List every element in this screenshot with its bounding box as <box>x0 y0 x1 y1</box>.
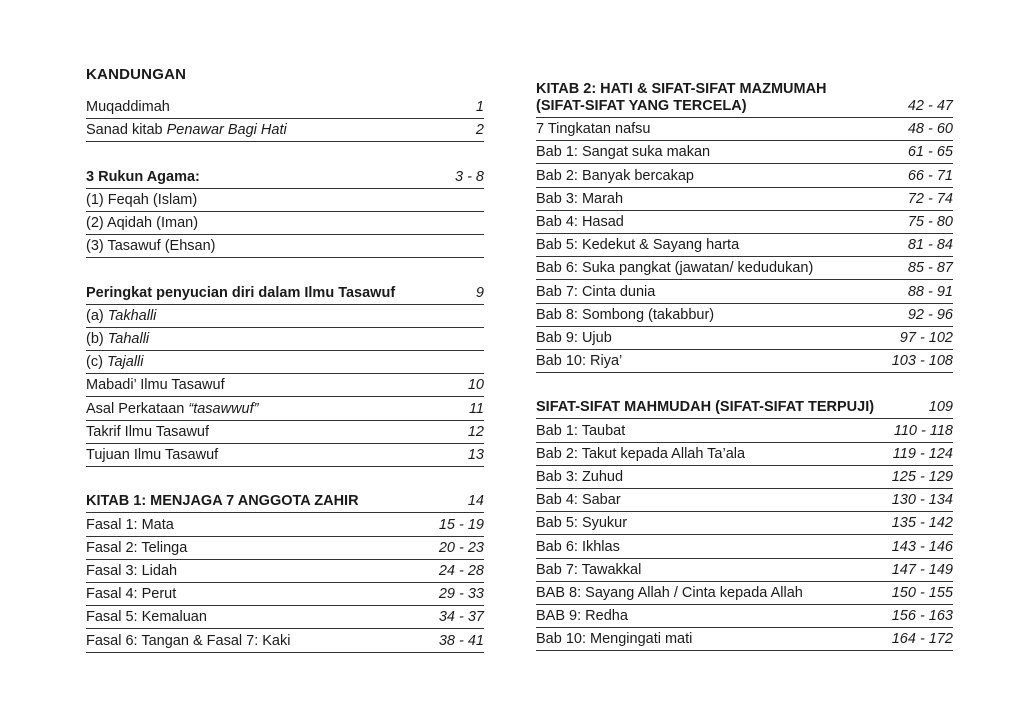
toc-page-number: 97 - 102 <box>899 329 953 346</box>
toc-page-number: 38 - 41 <box>438 632 484 649</box>
toc-entry[interactable] <box>536 419 953 442</box>
toc-entry-label: Bab 5: Syukur <box>536 515 628 532</box>
toc-entry[interactable] <box>86 328 484 351</box>
toc-entry-prefix: (c) <box>86 354 107 371</box>
toc-entry-prefix: Sanad kitab <box>86 122 167 139</box>
toc-entry-label: SIFAT-SIFAT MAHMUDAH (SIFAT-SIFAT TERPUJI) <box>536 399 875 416</box>
toc-entry[interactable] <box>536 466 953 489</box>
toc-entry[interactable] <box>536 559 953 582</box>
toc-entry-label: BAB 9: Redha <box>536 608 628 625</box>
toc-entry-label: Bab 1: Taubat <box>536 422 626 439</box>
toc-page-number: 3 - 8 <box>454 168 484 185</box>
toc-entry[interactable] <box>86 235 484 258</box>
toc-entry[interactable] <box>86 629 484 652</box>
toc-section-heading[interactable] <box>86 166 484 189</box>
toc-entry-label: Bab 9: Ujub <box>536 329 612 346</box>
page-title: KANDUNGAN <box>86 66 187 83</box>
toc-page-number: 130 - 134 <box>891 492 953 509</box>
toc-page-number: 11 <box>468 400 484 417</box>
toc-entry[interactable] <box>536 188 953 211</box>
toc-entry-label: Bab 3: Marah <box>536 190 624 207</box>
toc-entry[interactable] <box>86 583 484 606</box>
toc-entry-label: Fasal 5: Kemaluan <box>86 609 207 626</box>
toc-entry[interactable] <box>536 304 953 327</box>
toc-entry-label: Bab 2: Banyak bercakap <box>536 167 694 184</box>
toc-entry-label <box>536 81 827 115</box>
toc-entry[interactable] <box>536 164 953 187</box>
toc-entry[interactable] <box>536 141 953 164</box>
toc-page-number: 13 <box>467 447 484 463</box>
toc-page-number: 156 - 163 <box>891 608 953 625</box>
toc-entry[interactable] <box>86 421 484 444</box>
toc-page-number: 72 - 74 <box>907 190 953 207</box>
toc-page-number: 164 - 172 <box>891 631 953 648</box>
toc-page-number: 135 - 142 <box>891 515 953 532</box>
toc-entry-label: 3 Rukun Agama: <box>86 168 200 185</box>
toc-entry-label: Tujuan Ilmu Tasawuf <box>86 447 219 463</box>
toc-entry-label: (3) Tasawuf (Ehsan) <box>86 238 216 255</box>
toc-entry-label <box>86 353 143 371</box>
toc-entry[interactable] <box>536 280 953 303</box>
toc-entry[interactable] <box>86 560 484 583</box>
toc-entry-label: BAB 8: Sayang Allah / Cinta kepada Allah <box>536 584 803 601</box>
toc-entry-label: Fasal 6: Tangan & Fasal 7: Kaki <box>86 632 291 649</box>
toc-entry-label: 7 Tingkatan nafsu <box>536 121 651 138</box>
toc-entry[interactable] <box>536 234 953 257</box>
toc-entry-label: Bab 4: Sabar <box>536 492 621 509</box>
toc-page-number: 81 - 84 <box>907 237 953 254</box>
toc-section-heading[interactable] <box>536 396 953 419</box>
toc-page-number: 48 - 60 <box>907 121 953 138</box>
toc-page-number: 14 <box>467 493 484 510</box>
toc-entry[interactable] <box>86 96 484 119</box>
toc-entry-label: Bab 10: Riya’ <box>536 353 623 370</box>
toc-entry[interactable] <box>536 327 953 350</box>
toc-page-number: 34 - 37 <box>438 609 484 626</box>
toc-entry[interactable] <box>86 305 484 328</box>
toc-page-number: 15 - 19 <box>438 516 484 533</box>
toc-page-number: 12 <box>467 423 484 440</box>
toc-page-number: 66 - 71 <box>907 167 953 184</box>
toc-entry[interactable] <box>536 211 953 234</box>
toc-heading-line-1: KITAB 2: HATI & SIFAT-SIFAT MAZMUMAH <box>536 81 827 97</box>
toc-page-number: 2 <box>475 122 484 139</box>
toc-section-heading[interactable] <box>536 78 953 118</box>
section-spacer <box>86 467 484 490</box>
toc-entry-prefix: (a) <box>86 307 108 324</box>
toc-entry-label: (1) Feqah (Islam) <box>86 191 198 208</box>
toc-entry[interactable] <box>536 257 953 280</box>
section-spacer <box>536 373 953 396</box>
toc-page-number: 147 - 149 <box>891 561 953 578</box>
toc-page-number: 119 - 124 <box>892 445 953 462</box>
toc-entry-label <box>86 330 149 348</box>
toc-entry-label: Mabadi’ Ilmu Tasawuf <box>86 377 225 394</box>
toc-page-number: 103 - 108 <box>891 353 953 370</box>
toc-entry-label: Fasal 3: Lidah <box>86 562 178 579</box>
toc-entry[interactable] <box>536 535 953 558</box>
toc-entry-label <box>86 121 287 139</box>
toc-entry-label <box>86 400 258 418</box>
toc-entry-label: Bab 10: Mengingati mati <box>536 631 693 648</box>
toc-entry[interactable] <box>536 605 953 628</box>
toc-entry-italic-term: Tajalli <box>106 354 144 371</box>
toc-entry-label: Bab 8: Sombong (takabbur) <box>536 306 715 323</box>
toc-page-number: 92 - 96 <box>907 306 953 323</box>
toc-right-column <box>536 78 953 651</box>
toc-left-column <box>86 96 484 653</box>
toc-entry-label: Fasal 1: Mata <box>86 516 174 533</box>
toc-entry-italic-term: “tasawwuf” <box>188 400 259 417</box>
toc-page-number: 109 <box>928 399 953 416</box>
toc-entry-italic-term: Takhalli <box>107 307 157 324</box>
toc-entry[interactable] <box>86 119 484 142</box>
toc-section-heading[interactable] <box>86 282 484 305</box>
toc-entry-label: Bab 6: Suka pangkat (jawatan/ kedudukan) <box>536 260 814 277</box>
toc-entry-prefix: Asal Perkataan <box>86 400 189 417</box>
section-spacer <box>86 142 484 165</box>
toc-entry-label: Bab 2: Takut kepada Allah Ta’ala <box>536 445 746 462</box>
toc-entry[interactable] <box>536 489 953 512</box>
toc-entry-prefix: (b) <box>86 331 108 348</box>
toc-section-heading[interactable] <box>86 490 484 513</box>
toc-entry-label: Muqaddimah <box>86 99 170 116</box>
toc-entry-italic-term: Penawar Bagi Hati <box>166 122 287 139</box>
toc-entry-label: Takrif Ilmu Tasawuf <box>86 423 210 440</box>
toc-entry[interactable] <box>536 118 953 141</box>
toc-entry[interactable] <box>86 374 484 397</box>
toc-entry[interactable] <box>86 397 484 420</box>
toc-entry[interactable] <box>536 350 953 373</box>
toc-page-number: 150 - 155 <box>891 584 953 601</box>
toc-page-number: 24 - 28 <box>438 562 484 579</box>
toc-entry[interactable] <box>86 513 484 536</box>
toc-entry[interactable] <box>536 582 953 605</box>
toc-entry-label: Fasal 2: Telinga <box>86 539 188 556</box>
toc-entry-label: Bab 1: Sangat suka makan <box>536 144 711 161</box>
toc-entry[interactable] <box>86 606 484 629</box>
toc-entry[interactable] <box>86 537 484 560</box>
toc-page-number: 61 - 65 <box>907 144 953 161</box>
toc-page-number: 88 - 91 <box>907 283 953 300</box>
toc-entry[interactable] <box>536 443 953 466</box>
toc-page-number: 9 <box>475 284 484 301</box>
toc-entry[interactable] <box>86 189 484 212</box>
toc-page-number: 42 - 47 <box>907 98 953 114</box>
toc-entry[interactable] <box>536 628 953 651</box>
toc-page-number: 75 - 80 <box>907 213 953 230</box>
toc-page-number: 110 - 118 <box>893 422 953 439</box>
toc-entry-label: Bab 3: Zuhud <box>536 469 624 485</box>
toc-entry-label: Bab 6: Ikhlas <box>536 538 620 555</box>
toc-heading-line-2: (SIFAT-SIFAT YANG TERCELA) <box>536 98 747 114</box>
toc-entry[interactable] <box>536 512 953 535</box>
toc-entry-label: KITAB 1: MENJAGA 7 ANGGOTA ZAHIR <box>86 493 359 510</box>
toc-page-number: 85 - 87 <box>907 260 953 277</box>
toc-entry[interactable] <box>86 351 484 374</box>
toc-entry-label: Peringkat penyucian diri dalam Ilmu Tasawuf <box>86 284 396 301</box>
toc-page-number: 20 - 23 <box>438 539 484 556</box>
toc-entry-label <box>86 307 156 325</box>
toc-page-number: 125 - 129 <box>891 469 953 485</box>
toc-page-number: 143 - 146 <box>891 538 953 555</box>
toc-page-number: 29 - 33 <box>438 586 484 603</box>
toc-entry-label: Bab 5: Kedekut & Sayang harta <box>536 237 740 254</box>
toc-page-number: 1 <box>475 99 484 116</box>
toc-page-number: 10 <box>467 377 484 394</box>
toc-entry-label: Bab 4: Hasad <box>536 213 624 230</box>
toc-entry-label: (2) Aqidah (Iman) <box>86 215 199 232</box>
toc-entry-label: Bab 7: Tawakkal <box>536 561 642 578</box>
toc-entry-label: Bab 7: Cinta dunia <box>536 283 656 300</box>
section-spacer <box>86 258 484 281</box>
toc-entry-label: Fasal 4: Perut <box>86 586 177 603</box>
toc-entry-italic-term: Tahalli <box>107 331 150 348</box>
toc-entry[interactable] <box>86 444 484 467</box>
toc-entry[interactable] <box>86 212 484 235</box>
